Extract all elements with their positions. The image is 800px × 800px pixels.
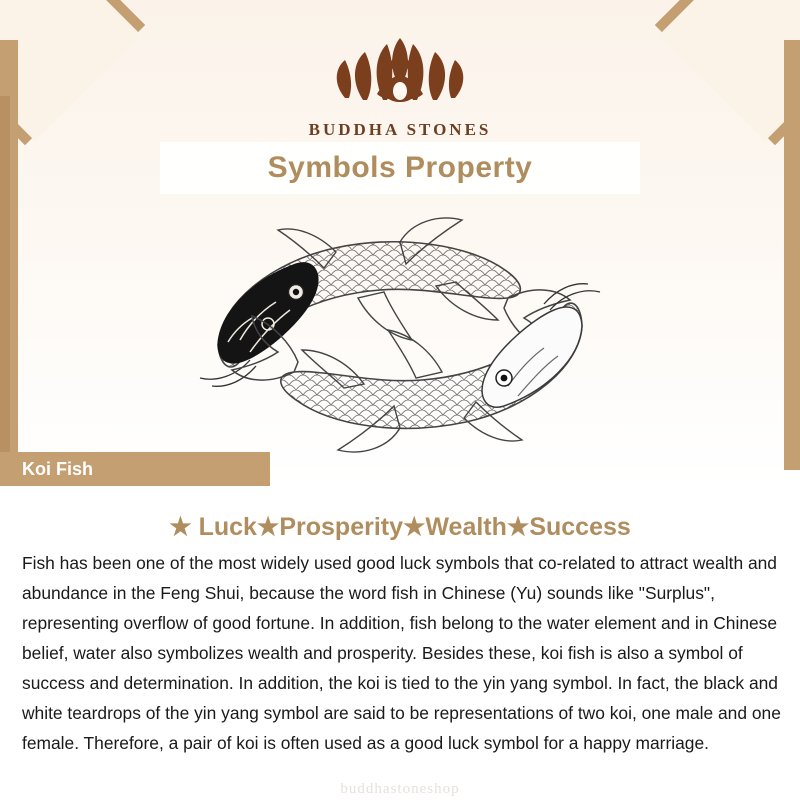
two-koi-fish-yin-yang-illustration (100, 200, 700, 470)
title-banner (160, 142, 640, 194)
brand-logo (0, 20, 800, 140)
lotus-meditation-figure-icon (315, 20, 485, 116)
section-ribbon-tail (225, 452, 255, 486)
koi-illustration (100, 200, 700, 470)
keywords-line: ★ Luck★Prosperity★Wealth★Success (169, 513, 631, 541)
page-title: Symbols Property (267, 151, 533, 184)
brand-name: BUDDHA STONES (308, 120, 492, 139)
left-edge-stripe-inner (0, 96, 10, 456)
watermark-text: buddhastoneshop (340, 781, 460, 797)
section-label: Koi Fish (22, 458, 93, 479)
description-paragraph: Fish has been one of the most widely used good luck symbols that co-related to attract wealth and abundance in the Feng Shui, because the word fish in Chinese (Yu) sounds like "Surplus", representing overflow of good fortune. In addition, fish belong to the water element and in Chinese belief, water also symbolizes wealth and prosperity. Besides these, koi fish is also a symbol of success and determination. In addition, the koi is tied to the yin yang symbol. In fact, the black and white teardrops of the yin yang symbol are said to be representations of two koi, one male and one female. Therefore, a pair of koi is often used as a good luck symbol for a happy marriage. (22, 553, 781, 753)
